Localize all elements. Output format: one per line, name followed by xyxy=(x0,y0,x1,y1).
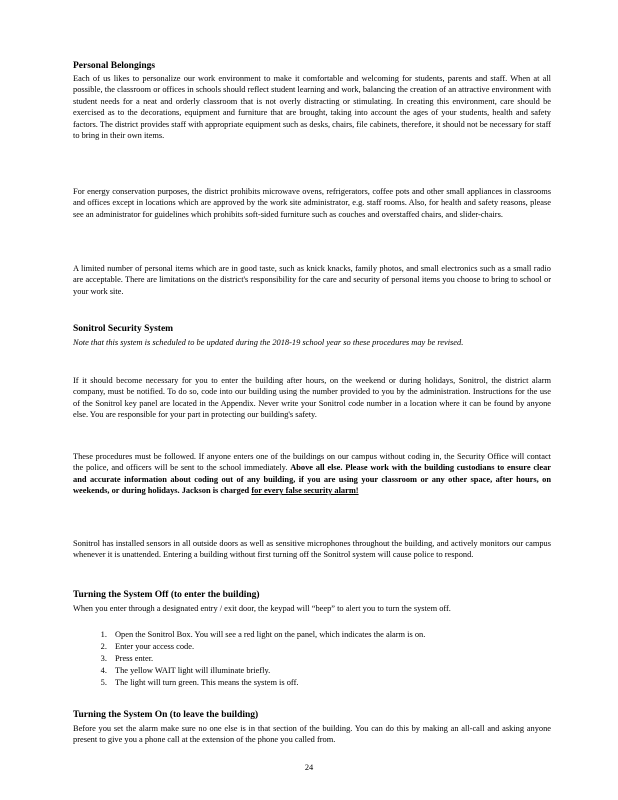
paragraph-procedures xyxy=(73,451,551,497)
heading-turning-on: Turning the System On (to leave the building) xyxy=(73,710,259,720)
paragraph-energy-conservation: For energy conservation purposes, the district prohibits microwave ovens, refrigerators, coffee pots and other small appliances in classrooms and offices except in locations which are approved by the work site administrator, e.g. staff rooms. Also, for health and safety reasons, please see an administrator for guidelines which prohibits soft-sided furniture such as couches and overstaffed chairs, and slider-chairs. xyxy=(73,187,551,219)
paragraph-personal-items: A limited number of personal items which are in good taste, such as knick knacks, family photos, and small electronics such as a small radio are acceptable. There are limitations on the district's responsibility for the care and security of personal items you choose to bring to school or your work site. xyxy=(73,264,551,296)
step-item: 4. The yellow WAIT light will illuminate briefly. xyxy=(109,665,509,677)
heading-sonitrol: Sonitrol Security System xyxy=(73,324,174,334)
step-item: 2. Enter your access code. xyxy=(109,641,509,653)
sonitrol-note: Note that this system is scheduled to be updated during the 2018-19 school year so these procedures may be revised. xyxy=(73,338,464,347)
heading-turning-off: Turning the System Off (to enter the building) xyxy=(73,590,260,600)
page-number: 24 xyxy=(304,763,314,772)
procedures-text: These procedures must be followed. If anyone enters one of the buildings on our campus without coding in, the Security Office will contact the police, and officers will be sent to the school immediately. xyxy=(73,452,551,473)
paragraph-personal-intro: Each of us likes to personalize our work environment to make it comfortable and welcoming for students, parents and staff. When at all possible, the classroom or offices in schools should reflect student learning and work, balancing the creation of an attractive environment with student needs for a neat and orderly classroom that is not overly distracting or stimulating. In creating this environment, care should be exercised as to the decorations, equipment and furniture that are brought, taking into account the ages of your students, health and safety factors. The district provides staff with appropriate equipment such as desks, chairs, file cabinets, therefore, it should not be necessary for staff to bring in their own items. xyxy=(73,74,551,141)
step-item: 3. Press enter. xyxy=(109,653,509,665)
false-alarm-warning: for every false security alarm! xyxy=(251,486,359,496)
procedures-bold-text: Above all else. Please work with the building custodians to ensure clear and accurate information about coding out of any building, if you are using your classroom or any other space, after hours, on weekends, or during holidays. Jackson is charged xyxy=(73,463,551,496)
paragraph-after-hours: If it should become necessary for you to enter the building after hours, on the weekend or during holidays, Sonitrol, the district alarm company, must be notified. To do so, code into our building using the number provided to you by the administration. Instructions for the use of the Sonitrol key panel are located in the Appendix. Never write your Sonitrol code number in a location where it can be found by anyone else. You are responsible for your part in protecting our building's safety. xyxy=(73,376,551,420)
step-item: 5. The light will turn green. This means the system is off. xyxy=(109,677,509,689)
heading-personal-belongings: Personal Belongings xyxy=(73,61,156,71)
paragraph-sensors: Sonitrol has installed sensors in all outside doors as well as sensitive microphones throughout the building, and actively monitors our campus whenever it is unattended. Entering a building without first turning off the Sonitrol system will cause police to respond. xyxy=(73,539,551,560)
paragraph-turning-on: Before you set the alarm make sure no one else is in that section of the building. You can do this by making an all-call and asking anyone present to give you a phone call at the extension of the phone you called from. xyxy=(73,724,551,745)
turning-off-intro: When you enter through a designated entry / exit door, the keypad will “beep” to alert you to turn the system off. xyxy=(73,604,451,613)
turning-off-steps xyxy=(73,629,509,689)
step-item: 1. Open the Sonitrol Box. You will see a red light on the panel, which indicates the alarm is on. xyxy=(109,629,509,641)
